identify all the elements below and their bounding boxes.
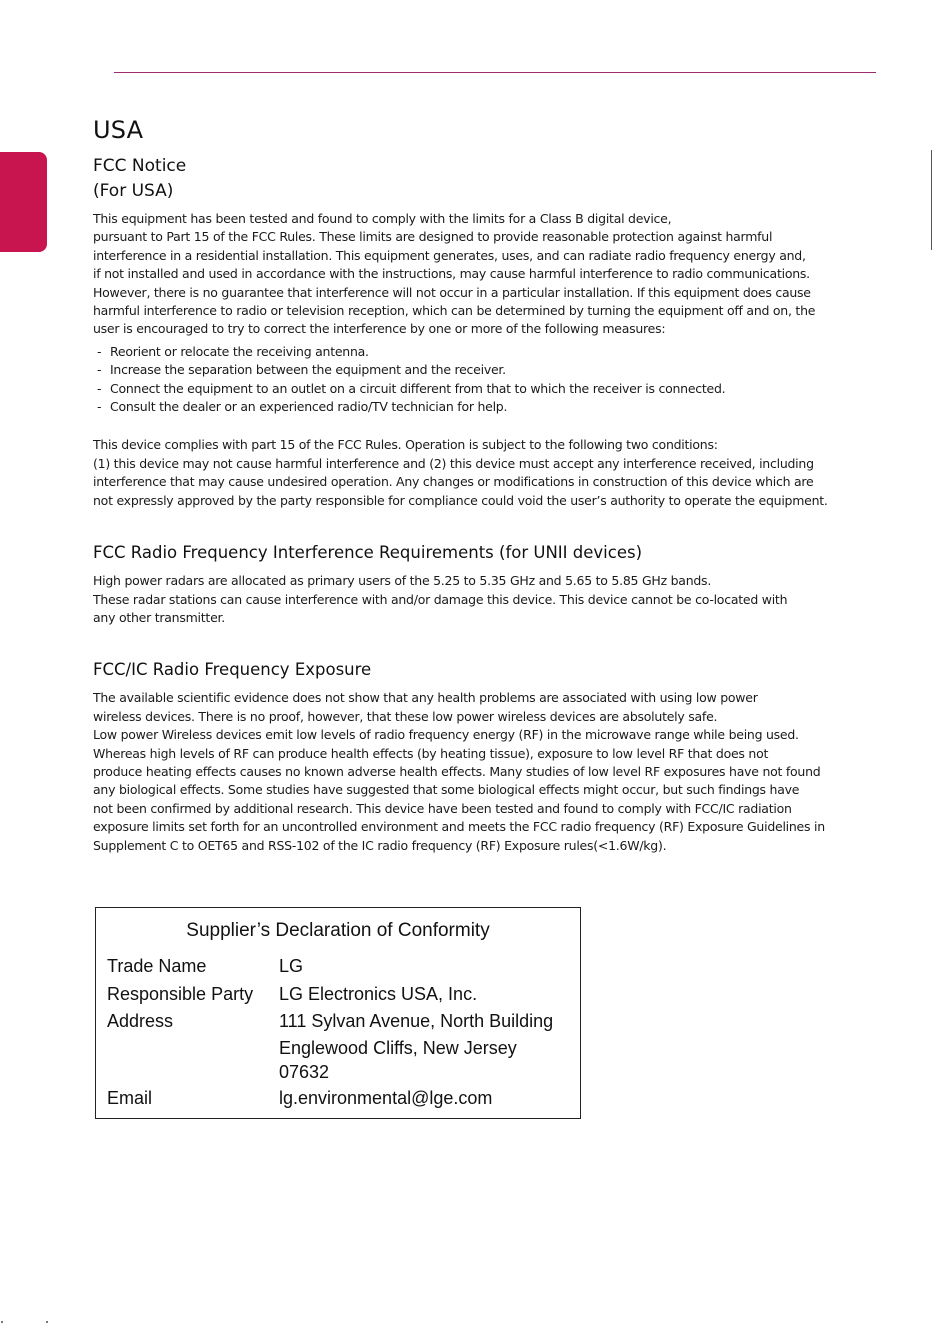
responsible-party-value: LG Electronics USA, Inc. [279, 984, 478, 1004]
address-line-1: 111 Sylvan Avenue, North Building [279, 1011, 554, 1031]
trade-name-value: LG [279, 956, 304, 976]
paragraph-line: interference in a residential installation. This equipment generates, uses, and can radiate radio frequency energy and, [93, 247, 806, 263]
paragraph-line: produce heating effects causes no known adverse health effects. Many studies of low level RF exposures have not found [93, 763, 821, 779]
unii-section-title: FCC Radio Frequency Interference Requirements (for UNII devices) [93, 543, 643, 563]
address-line-3: 07632 [279, 1062, 330, 1082]
list-item: - Increase the separation between the equipment and the receiver. [97, 362, 506, 378]
measures-list [97, 343, 873, 417]
list-item: - Reorient or relocate the receiving antenna. [97, 343, 369, 359]
header-rule [114, 72, 876, 73]
paragraph-line: Supplement C to OET65 and RSS-102 of the IC radio frequency (RF) Exposure rules(<1.6W/kg). [93, 837, 667, 853]
email-label: Email [107, 1088, 153, 1108]
exposure-section-title: FCC/IC Radio Frequency Exposure [93, 660, 372, 680]
paragraph-line: not been confirmed by additional research. This device have been tested and found to comply with FCC/IC radiation [93, 800, 792, 816]
page-content [93, 116, 873, 855]
page-title: USA [93, 116, 144, 144]
crop-mark-right [46, 1321, 48, 1323]
fcc-notice-paragraph [93, 210, 873, 339]
sdoc-title: Supplier’s Declaration of Conformity [186, 920, 490, 941]
paragraph-line: interference that may cause undesired operation. Any changes or modifications in construction of this device which are [93, 474, 814, 490]
paragraph-line: The available scientific evidence does not show that any health problems are associated with using low power [93, 690, 758, 706]
paragraph-line: (1) this device may not cause harmful interference and (2) this device must accept any interference received, including [93, 455, 814, 471]
unii-paragraph [93, 572, 873, 627]
paragraph-line: However, there is no guarantee that interference will not occur in a particular installation. If this equipment does cause [93, 284, 811, 300]
paragraph-line: any biological effects. Some studies have suggested that some biological effects might occur, but such findings have [93, 782, 800, 798]
paragraph-line: Whereas high levels of RF can produce health effects (by heating tissue), exposure to low level RF that does not [93, 745, 769, 761]
paragraph-line: wireless devices. There is no proof, however, that these low power wireless devices are absolutely safe. [93, 708, 718, 724]
address-label: Address [107, 1011, 174, 1031]
email-value: lg.environmental@lge.com [279, 1088, 493, 1108]
paragraph-line: These radar stations can cause interference with and/or damage this device. This device cannot be co-located with [93, 591, 788, 607]
fcc-notice-subtitle: (For USA) [93, 181, 174, 201]
list-item: - Connect the equipment to an outlet on a circuit different from that to which the receiver is connected. [97, 380, 726, 396]
paragraph-line: This equipment has been tested and found to comply with the limits for a Class B digital device, [93, 211, 672, 226]
list-item: - Consult the dealer or an experienced radio/TV technician for help. [97, 399, 508, 415]
trade-name-label: Trade Name [107, 956, 207, 976]
address-line-2: Englewood Cliffs, New Jersey [279, 1038, 517, 1058]
paragraph-line: This device complies with part 15 of the FCC Rules. Operation is subject to the following two conditions: [93, 437, 718, 453]
exposure-paragraph [93, 689, 873, 855]
paragraph-line: Low power Wireless devices emit low levels of radio frequency energy (RF) in the microwave range while being used. [93, 727, 799, 743]
paragraph-line: exposure limits set forth for an uncontrolled environment and meets the FCC radio frequency (RF) Exposure Guidelines in [93, 819, 825, 835]
responsible-party-label: Responsible Party [107, 984, 254, 1004]
paragraph-line: any other transmitter. [93, 609, 225, 625]
fcc-notice-title: FCC Notice [93, 156, 187, 176]
compliance-paragraph [93, 436, 873, 510]
paragraph-line: harmful interference to radio or television reception, which can be determined by turning the equipment off and on, the [93, 303, 816, 319]
paragraph-line: user is encouraged to try to correct the interference by one or more of the following measures: [93, 321, 666, 337]
paragraph-line: if not installed and used in accordance with the instructions, may cause harmful interference to radio communications. [93, 266, 810, 282]
paragraph-line: High power radars are allocated as primary users of the 5.25 to 5.35 GHz and 5.65 to 5.85 GHz bands. [93, 573, 712, 589]
chapter-tab [0, 152, 47, 252]
margin-mark [931, 150, 932, 250]
paragraph-line: not expressly approved by the party responsible for compliance could void the user’s authority to operate the equipment. [93, 492, 828, 508]
paragraph-line: pursuant to Part 15 of the FCC Rules. These limits are designed to provide reasonable protection against harmful [93, 229, 773, 245]
supplier-declaration-box [95, 907, 581, 1119]
crop-mark-left [1, 1321, 3, 1323]
